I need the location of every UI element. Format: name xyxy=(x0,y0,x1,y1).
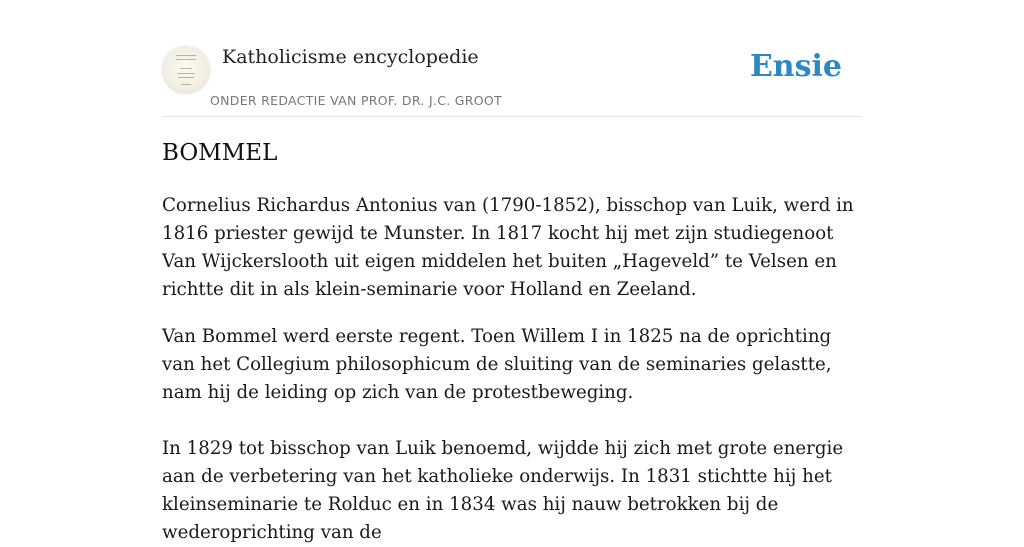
article-body xyxy=(162,192,862,547)
brand-logo-link[interactable]: Ensie xyxy=(749,49,842,84)
article-paragraph: In 1829 tot bisschop van Luik benoemd, wijdde hij zich met grote energie aan de verbetering van het katholieke onderwijs. In 1831 stichtte hij het kleinseminarie te Rolduc en in 1834 was hij nauw betrokken bij de wederoprichting van de xyxy=(162,438,844,543)
article-title: BOMMEL xyxy=(162,140,278,166)
site-title[interactable]: Katholicisme encyclopedie xyxy=(222,46,479,68)
site-subtitle: ONDER REDACTIE VAN PROF. DR. J.C. GROOT xyxy=(210,93,502,108)
site-header xyxy=(162,40,862,117)
article-paragraph: Van Bommel werd eerste regent. Toen Willem I in 1825 na de oprichting van het Collegium philosophicum de sluiting van de seminaries gelastte, nam hij de leiding op zich van de protestbeweging. xyxy=(162,326,832,403)
book-cover-icon[interactable] xyxy=(162,46,210,94)
article-paragraph: Cornelius Richardus Antonius van (1790-1852), bisschop van Luik, werd in 1816 priester gewijd te Munster. In 1817 kocht hij met zijn studiegenoot Van Wijckerslooth uit eigen middelen het buiten „Hageveld” te Velsen en richtte dit in als klein-seminarie voor Holland en Zeeland. xyxy=(162,195,854,300)
